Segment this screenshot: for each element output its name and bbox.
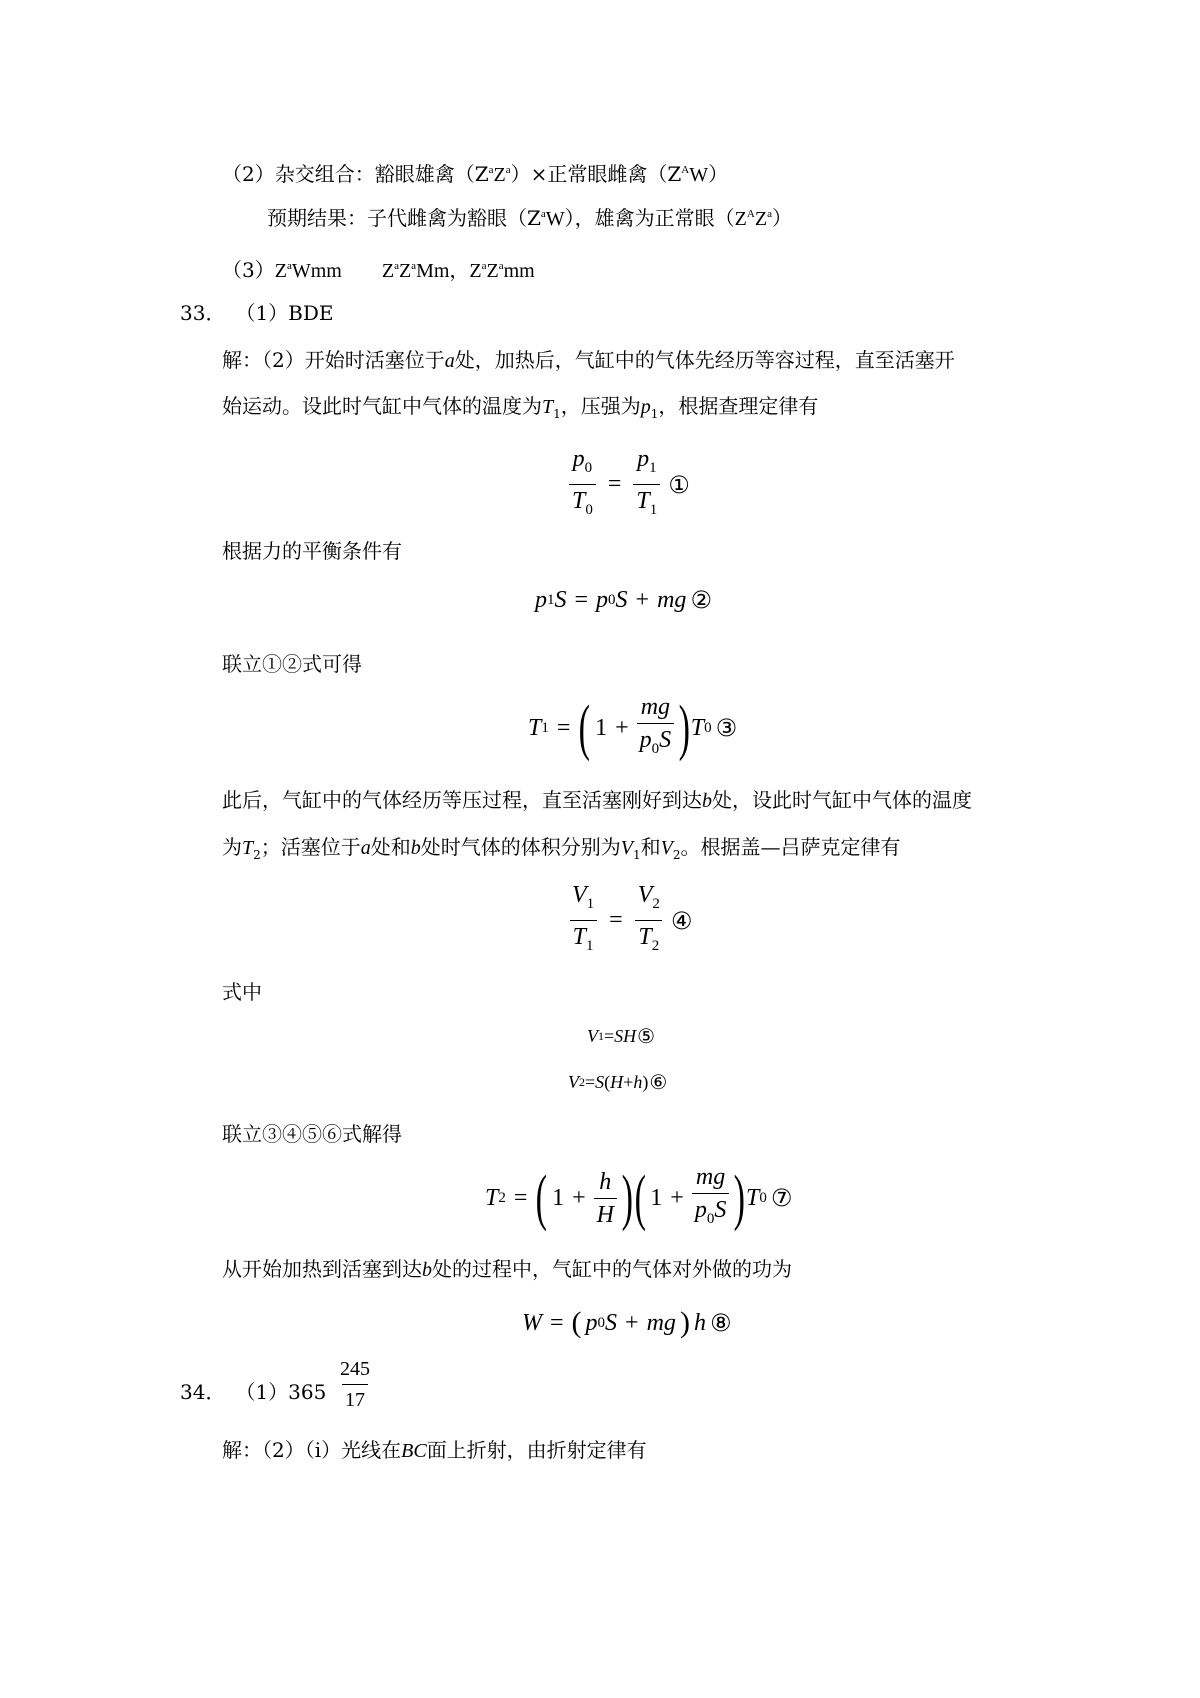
variable: T [542, 396, 554, 418]
text: ，压强为 [560, 394, 641, 418]
text: 联立①②式可得 [222, 652, 362, 676]
variable: V [620, 837, 633, 859]
text: 从开始加热到活塞到达 [222, 1257, 422, 1281]
q33-text-combine12 [222, 650, 362, 678]
equation-1: $\frac{p_0}{T_0}$ = $\frac{p_1}{T_1}$ ① [565, 446, 690, 523]
equation-marker: ④ [670, 906, 693, 935]
equation-2: p 1 S = p 0 S + mg ② [535, 586, 712, 614]
q33-text-combine3456 [222, 1120, 402, 1148]
q33-header [180, 299, 334, 327]
superscript: A [746, 208, 755, 220]
text: Mm，Z [416, 260, 482, 282]
fraction-numerator: 245 [340, 1358, 370, 1380]
variable: b [422, 1259, 432, 1281]
text: 根据力的平衡条件有 [222, 539, 402, 563]
equation-3: T 1 = ( 1 + $\frac{mg}{p_0S}$ ) T 0 ③ [528, 694, 738, 762]
superscript: a [411, 260, 417, 272]
superscript: a [481, 260, 487, 272]
superscript: a [394, 260, 399, 272]
variable: a [360, 837, 371, 859]
subscript: 1 [650, 407, 659, 421]
equation-7: T 2 = ( 1 + $\frac{h}{H}$ ) ( 1 + $\frac{mg}{p_0S}$ ) T 0 ⑦ [485, 1164, 793, 1232]
equation-marker: ③ [715, 714, 738, 742]
text: 处，设此时气缸中气体的温度 [712, 788, 972, 812]
text: 始运动。设此时气缸中气体的温度为 [222, 394, 542, 418]
text: Z [493, 164, 506, 186]
variable: a [444, 350, 455, 372]
answer-part1: （1）BDE [235, 301, 334, 325]
text: 。根据盖—吕萨克定律有 [680, 835, 901, 859]
equation-5: V 1 = SH ⑤ [587, 1024, 656, 1048]
variable: p [640, 396, 651, 418]
q33-solution-line2 [222, 392, 818, 428]
equation-4: $\frac{V_1}{T_1}$ = $\frac{V_2}{T_2}$ ④ [565, 882, 692, 959]
fraction-denominator: 17 [342, 1384, 368, 1412]
text: Wmm [291, 260, 342, 282]
superscript: a [767, 208, 772, 220]
subscript: 1 [632, 848, 641, 862]
superscript: a [505, 164, 511, 176]
equation-marker: ① [668, 470, 690, 499]
subscript: 2 [672, 848, 681, 862]
text: Z [754, 208, 768, 230]
subscript: 1 [553, 407, 561, 421]
variable: b [410, 837, 421, 859]
q33-text-after1 [222, 786, 972, 815]
expect-text: 预期结果：子代雌禽为豁眼（Z [267, 206, 541, 230]
bio-q3-line [222, 252, 535, 285]
text: 解：（2）（ⅰ）光线在 [222, 1438, 402, 1462]
text: ；活塞位于 [260, 835, 361, 859]
text: W），雄禽为正常眼（Z [545, 208, 747, 230]
question-number: （2） [222, 162, 275, 186]
text: 处，加热后，气缸中的气体先经历等容过程，直至活塞开 [454, 348, 955, 372]
equation-marker: ⑦ [770, 1184, 793, 1212]
bio-expect-line [267, 200, 792, 233]
superscript: a [488, 164, 494, 176]
q34-fraction [333, 1357, 377, 1412]
equation-marker: ② [690, 586, 712, 614]
q33-solution-line1 [222, 346, 955, 375]
q33-text-force [222, 537, 402, 565]
text: ） [771, 206, 792, 230]
equation-marker: ⑧ [709, 1309, 732, 1337]
text: 和 [640, 835, 661, 859]
equation-8: W = ( p 0 S + mg ) h ⑧ [522, 1306, 732, 1339]
text: 解：（2）开始时活塞位于 [222, 348, 445, 372]
q34-solution [222, 1436, 647, 1465]
text: Z [486, 260, 499, 282]
text: 面上折射，由折射定律有 [426, 1438, 647, 1462]
equation-marker: ⑤ [637, 1024, 656, 1048]
q33-text-after2 [222, 833, 900, 869]
superscript: a [498, 260, 504, 272]
text: Z [274, 260, 287, 282]
text: Z [381, 260, 395, 282]
q33-text-work [222, 1255, 792, 1284]
equation-6: V 2 = S ( H + h ) ⑥ [568, 1070, 668, 1094]
variable: T [242, 837, 254, 859]
question-number: （3） [222, 258, 275, 282]
superscript: a [540, 208, 546, 220]
text: 联立③④⑤⑥式解得 [222, 1122, 402, 1146]
text: 处时气体的体积分别为 [420, 835, 621, 859]
text: 处和 [370, 835, 411, 859]
superscript: a [286, 260, 292, 272]
text: Z [398, 260, 412, 282]
q34-header [180, 1378, 326, 1406]
variable: b [702, 790, 712, 812]
q33-text-where [222, 978, 262, 1006]
text: ，根据查理定律有 [658, 394, 819, 418]
variable: V [660, 837, 673, 859]
text: W） [689, 164, 729, 186]
text: 此后，气缸中的气体经历等压过程，直至活塞刚好到达 [222, 788, 702, 812]
text: 处的过程中，气缸中的气体对外做的功为 [432, 1257, 792, 1281]
question-number: 34． [180, 1380, 226, 1404]
cross-text: 杂交组合：豁眼雄禽（Z [274, 162, 489, 186]
text: 为 [222, 835, 242, 859]
bio-q2-line [222, 156, 728, 189]
text: mm [503, 260, 535, 282]
superscript: A [681, 164, 690, 176]
answer-part1: （1）365 [235, 1380, 327, 1404]
equation-marker: ⑥ [649, 1070, 668, 1094]
question-number: 33． [180, 301, 226, 325]
text: 式中 [222, 980, 262, 1004]
text: ）×正常眼雌禽（Z [510, 162, 682, 186]
variable: BC [401, 1440, 427, 1462]
subscript: 2 [253, 848, 261, 862]
